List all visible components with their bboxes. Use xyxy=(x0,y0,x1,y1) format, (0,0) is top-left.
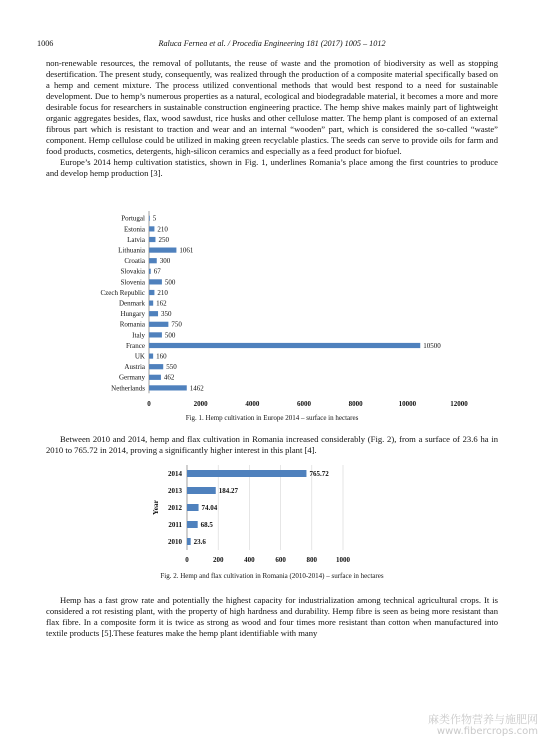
data-label: 10500 xyxy=(423,341,441,350)
bar xyxy=(149,279,162,284)
paragraph-4: Hemp has a fast grow rate and potentially the highest capacity for industrialization among technical agricultural crops. It is considered a rot resisting plant, with the property of high hardness and durability. Hemp fibre is seen as being more resistant than flax fibre. In a composite form it is twice as strong as wood and four times more resistant than cotton when manufactured into textile products [5].These features make the hemp plant identifiable with many xyxy=(46,595,498,638)
category-label: Latvia xyxy=(127,235,145,244)
bar xyxy=(149,226,154,231)
bar xyxy=(187,487,216,494)
category-label: 2012 xyxy=(168,503,182,512)
figure-2-chart xyxy=(0,462,544,592)
paragraph-1: non-renewable resources, the removal of pollutants, the reuse of waste and the promotion of biodiversity as well as stopping desertification. The present study, consequently, was realized through the production of a composite material specifically based on a hemp and cement mixture. The process utilized conventional methods that would best respond to a need for sustainable development. Due to hemp’s numerous properties as a natural, ecological and biodegradable material, it becomes a more and more desirable focus for researchers in sustainable construction engineering practice. The hemp shive makes mainly part of lightweight organic aggregates besides, flax, wood sawdust, rice husks and other cellulose matter. The hemp plant is composed of an external fibrous part which is resistant to traction and wear and an internal “wooden” part, which is considered the so-called “waste” component. Hemp cellulose could be utilized in making green recyclable plastics. The seeds can serve to provide oils for farm and food products, cosmetics, detergents, high-silicon ceramics and especially as a feed product for biofuel. xyxy=(46,58,498,156)
x-tick-label: 600 xyxy=(275,556,286,564)
data-label: 350 xyxy=(161,310,172,319)
category-label: Italy xyxy=(132,331,145,340)
paragraph-2: Europe’s 2014 hemp cultivation statistics, shown in Fig. 1, underlines Romania’s place among the first countries to produce and develop hemp production [3]. xyxy=(46,157,498,178)
data-label: 1462 xyxy=(189,384,204,393)
data-label: 67 xyxy=(153,267,161,276)
x-tick-label: 0 xyxy=(185,556,189,564)
data-label: 68.5 xyxy=(200,520,213,529)
bar xyxy=(187,538,191,545)
category-label: 2014 xyxy=(168,469,182,478)
data-label: 500 xyxy=(164,278,176,287)
category-label: Croatia xyxy=(124,257,145,266)
category-label: Denmark xyxy=(118,299,145,308)
data-label: 1061 xyxy=(179,246,194,255)
category-label: Austria xyxy=(124,363,145,372)
data-label: 750 xyxy=(171,320,182,329)
watermark-chinese: 麻类作物营养与施肥网 xyxy=(428,713,538,726)
x-tick-label: 400 xyxy=(244,556,255,564)
x-tick-label: 6000 xyxy=(297,400,311,409)
data-label: 74.04 xyxy=(201,503,218,512)
bar xyxy=(149,269,151,274)
category-label: Romania xyxy=(119,320,145,329)
category-label: Lithuania xyxy=(118,246,145,255)
data-label: 765.72 xyxy=(309,469,329,478)
bar xyxy=(149,311,158,316)
bar xyxy=(149,332,162,337)
data-label: 184.27 xyxy=(218,486,238,495)
x-tick-label: 200 xyxy=(212,556,224,564)
bar xyxy=(187,504,199,511)
bar xyxy=(149,385,187,390)
watermark-url: www.fibercrops.com xyxy=(436,726,538,737)
body-text-middle xyxy=(46,434,498,456)
category-label: Netherlands xyxy=(111,384,145,393)
body-text-top xyxy=(46,58,498,179)
bar xyxy=(187,521,198,528)
x-tick-label: 0 xyxy=(147,400,151,409)
data-label: 23.6 xyxy=(193,537,206,546)
category-label: Czech Republic xyxy=(100,288,145,297)
bar xyxy=(149,237,155,242)
y-axis-label: Year xyxy=(151,500,160,515)
bar xyxy=(149,216,150,221)
bar xyxy=(149,343,420,348)
bar xyxy=(149,248,176,253)
category-label: Hungary xyxy=(120,310,145,319)
bar xyxy=(149,301,153,306)
x-tick-label: 4000 xyxy=(245,400,260,409)
bar xyxy=(149,375,161,380)
category-label: Germany xyxy=(118,373,145,382)
data-label: 500 xyxy=(164,331,176,340)
data-label: 210 xyxy=(157,288,168,297)
category-label: Estonia xyxy=(124,225,145,234)
bar xyxy=(149,258,157,263)
x-tick-label: 2000 xyxy=(193,400,208,409)
category-label: Slovenia xyxy=(120,278,145,287)
data-label: 210 xyxy=(157,225,168,234)
bar xyxy=(149,322,168,327)
x-tick-label: 800 xyxy=(306,556,318,564)
figure-1-caption: Fig. 1. Hemp cultivation in Europe 2014 – surface in hectares xyxy=(185,414,359,423)
paragraph-3: Between 2010 and 2014, hemp and flax cultivation in Romania increased considerably (Fig. 2), from a surface of 23.6 ha in 2010 to 765.72 in 2014, proving a significantly higher interest in this plant [4]. xyxy=(46,434,498,455)
category-label: Slovakia xyxy=(120,267,145,276)
category-label: Portugal xyxy=(121,214,145,223)
page-number: 1006 xyxy=(37,39,54,48)
figure-2-caption: Fig. 2. Hemp and flax cultivation in Romania (2010-2014) – surface in hectares xyxy=(160,572,384,580)
bar xyxy=(149,354,153,359)
data-label: 250 xyxy=(158,235,169,244)
x-tick-label: 1000 xyxy=(336,556,350,564)
data-label: 160 xyxy=(156,352,167,361)
bar xyxy=(187,470,306,477)
category-label: France xyxy=(125,341,145,350)
body-text-bottom xyxy=(46,595,498,639)
category-label: 2011 xyxy=(168,520,182,529)
bar xyxy=(149,364,163,369)
figure-1-chart xyxy=(0,205,544,435)
data-label: 462 xyxy=(163,373,175,382)
category-label: 2010 xyxy=(168,537,182,546)
data-label: 5 xyxy=(152,214,157,223)
x-tick-label: 8000 xyxy=(348,400,363,409)
category-label: 2013 xyxy=(168,486,182,495)
x-tick-label: 12000 xyxy=(450,400,468,409)
bar xyxy=(149,290,154,295)
data-label: 162 xyxy=(156,299,167,308)
data-label: 300 xyxy=(159,257,171,266)
x-tick-label: 10000 xyxy=(398,400,417,409)
category-label: UK xyxy=(134,352,145,361)
data-label: 550 xyxy=(166,363,177,372)
running-header: Raluca Fernea et al. / Procedia Engineering 181 (2017) 1005 – 1012 xyxy=(158,39,386,48)
